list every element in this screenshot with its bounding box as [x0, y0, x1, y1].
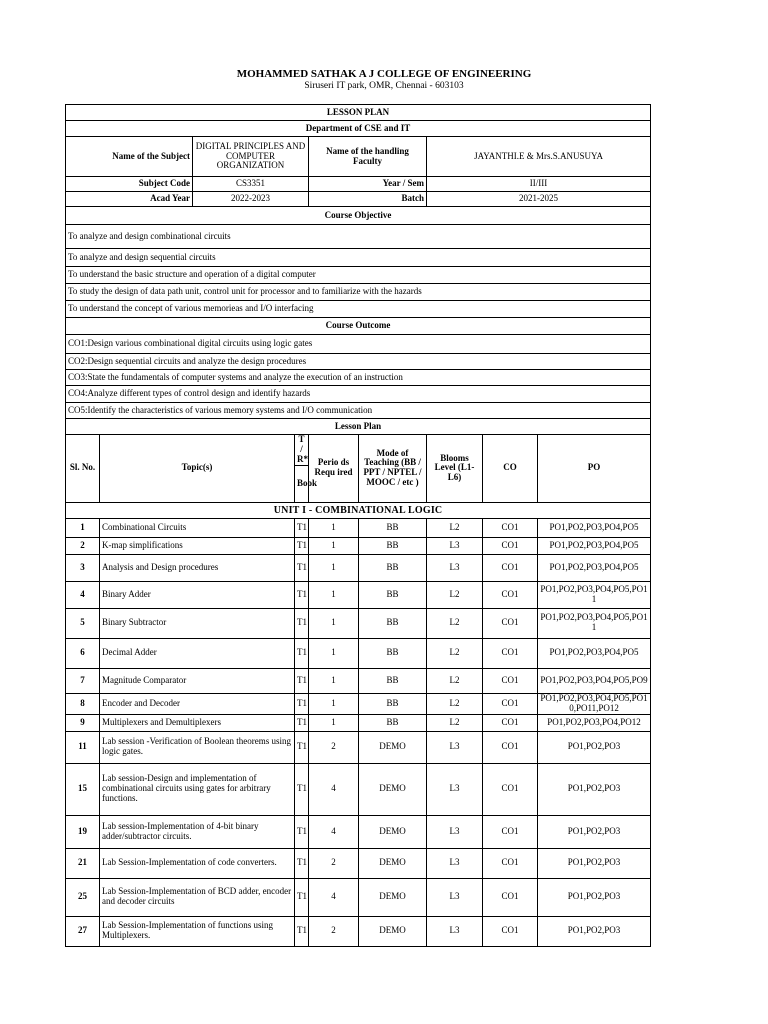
- col-header-blooms: Blooms Level (L1-L6): [427, 435, 483, 503]
- cell-co: CO1: [483, 581, 538, 608]
- cell-mode: DEMO: [359, 848, 427, 878]
- col-header-mode: Mode of Teaching (BB / PPT / NPTEL / MOOC / etc ): [359, 435, 427, 503]
- cell-periods: 2: [309, 848, 359, 878]
- cell-blooms-level: L3: [427, 554, 483, 581]
- cell-blooms-level: L2: [427, 518, 483, 537]
- cell-blooms-level: L3: [427, 731, 483, 763]
- cell-periods: 1: [309, 554, 359, 581]
- cell-sl-no: 27: [66, 916, 100, 946]
- cell-book: T1: [295, 668, 309, 693]
- cell-topic: Encoder and Decoder: [100, 693, 295, 714]
- cell-topic: Lab session-Implementation of 4-bit binary adder/subtractor circuits.: [100, 815, 295, 848]
- cell-topic: Lab session-Design and implementation of combinational circuits using gates for arbitrary functions.: [100, 763, 295, 815]
- cell-po: PO1,PO2,PO3: [538, 878, 651, 916]
- outcome-item: CO1:Design various combinational digital circuits using logic gates: [66, 335, 651, 354]
- table-row: [66, 518, 651, 537]
- cell-mode: DEMO: [359, 731, 427, 763]
- cell-topic: Lab Session-Implementation of code converters.: [100, 848, 295, 878]
- cell-periods: 1: [309, 668, 359, 693]
- cell-sl-no: 9: [66, 714, 100, 731]
- college-address: Siruseri IT park, OMR, Chennai - 603103: [304, 81, 464, 91]
- cell-blooms-level: L2: [427, 581, 483, 608]
- outcome-item: CO3:State the fundamentals of computer systems and analyze the execution of an instruction: [66, 370, 651, 386]
- table-row: [66, 638, 651, 668]
- table-row: [66, 608, 651, 638]
- table-row: [66, 763, 651, 815]
- cell-topic: Binary Adder: [100, 581, 295, 608]
- cell-periods: 1: [309, 693, 359, 714]
- cell-co: CO1: [483, 878, 538, 916]
- cell-co: CO1: [483, 638, 538, 668]
- cell-sl-no: 3: [66, 554, 100, 581]
- cell-po: PO1,PO2,PO3: [538, 848, 651, 878]
- cell-topic: Multiplexers and Demultiplexers: [100, 714, 295, 731]
- cell-sl-no: 1: [66, 518, 100, 537]
- plan-title: LESSON PLAN: [66, 105, 651, 121]
- cell-topic: Lab session -Verification of Boolean theorems using logic gates.: [100, 731, 295, 763]
- cell-mode: BB: [359, 693, 427, 714]
- cell-book: T1: [295, 581, 309, 608]
- cell-sl-no: 25: [66, 878, 100, 916]
- cell-topic: Binary Subtractor: [100, 608, 295, 638]
- cell-book: T1: [295, 815, 309, 848]
- outcomes-heading: Course Outcome: [66, 318, 651, 335]
- cell-co: CO1: [483, 916, 538, 946]
- table-row: [66, 714, 651, 731]
- cell-book: T1: [295, 848, 309, 878]
- cell-mode: DEMO: [359, 815, 427, 848]
- cell-po: PO1,PO2,PO3: [538, 763, 651, 815]
- cell-mode: BB: [359, 638, 427, 668]
- outcome-item: CO5:Identify the characteristics of various memory systems and I/O communication: [66, 403, 651, 419]
- outcome-item: CO2:Design sequential circuits and analyze the design procedures: [66, 354, 651, 370]
- col-header-topic: Topic(s): [100, 435, 295, 503]
- cell-po: PO1,PO2,PO3,PO4,PO12: [538, 714, 651, 731]
- year-sem-label: Year / Sem: [309, 177, 427, 192]
- cell-mode: BB: [359, 518, 427, 537]
- cell-blooms-level: L3: [427, 916, 483, 946]
- cell-mode: BB: [359, 608, 427, 638]
- cell-sl-no: 8: [66, 693, 100, 714]
- cell-blooms-level: L3: [427, 848, 483, 878]
- cell-blooms-level: L2: [427, 668, 483, 693]
- cell-book: T1: [295, 693, 309, 714]
- subject-name-label: Name of the Subject: [66, 137, 193, 177]
- cell-blooms-level: L3: [427, 878, 483, 916]
- cell-sl-no: 19: [66, 815, 100, 848]
- cell-topic: Decimal Adder: [100, 638, 295, 668]
- cell-periods: 1: [309, 537, 359, 554]
- cell-periods: 1: [309, 638, 359, 668]
- cell-blooms-level: L2: [427, 693, 483, 714]
- cell-topic: Analysis and Design procedures: [100, 554, 295, 581]
- cell-co: CO1: [483, 554, 538, 581]
- cell-po: PO1,PO2,PO3: [538, 916, 651, 946]
- cell-po: PO1,PO2,PO3,PO4,PO5: [538, 537, 651, 554]
- table-row: [66, 693, 651, 714]
- cell-book: T1: [295, 518, 309, 537]
- cell-co: CO1: [483, 537, 538, 554]
- table-row: [66, 554, 651, 581]
- cell-po: PO1,PO2,PO3,PO4,PO5,PO11: [538, 581, 651, 608]
- cell-book: T1: [295, 763, 309, 815]
- outcome-item: CO4:Analyze different types of control design and identify hazards: [66, 386, 651, 403]
- cell-mode: DEMO: [359, 763, 427, 815]
- cell-blooms-level: L2: [427, 714, 483, 731]
- col-header-book: Book: [295, 465, 309, 502]
- cell-periods: 4: [309, 815, 359, 848]
- lesson-plan-heading: Lesson Plan: [66, 419, 651, 435]
- department: Department of CSE and IT: [66, 121, 651, 137]
- cell-mode: DEMO: [359, 878, 427, 916]
- cell-blooms-level: L3: [427, 815, 483, 848]
- cell-book: T1: [295, 638, 309, 668]
- cell-sl-no: 15: [66, 763, 100, 815]
- cell-po: PO1,PO2,PO3,PO4,PO5: [538, 554, 651, 581]
- subject-name: DIGITAL PRINCIPLES AND COMPUTER ORGANIZATION: [193, 137, 309, 177]
- cell-co: CO1: [483, 763, 538, 815]
- objective-item: To analyze and design combinational circuits: [66, 225, 651, 249]
- cell-sl-no: 2: [66, 537, 100, 554]
- col-header-po: PO: [538, 435, 651, 503]
- table-row: [66, 668, 651, 693]
- col-header-sl: Sl. No.: [66, 435, 100, 503]
- cell-periods: 1: [309, 714, 359, 731]
- cell-periods: 1: [309, 581, 359, 608]
- table-row: [66, 878, 651, 916]
- college-name: MOHAMMED SATHAK A J COLLEGE OF ENGINEERING: [236, 68, 532, 80]
- cell-co: CO1: [483, 815, 538, 848]
- cell-co: CO1: [483, 668, 538, 693]
- table-row: [66, 731, 651, 763]
- cell-sl-no: 6: [66, 638, 100, 668]
- cell-periods: 1: [309, 608, 359, 638]
- cell-topic: Lab Session-Implementation of BCD adder, encoder and decoder circuits: [100, 878, 295, 916]
- objective-item: To understand the concept of various memorieas and I/O interfacing: [66, 301, 651, 318]
- cell-topic: Lab Session-Implementation of functions using Multiplexers.: [100, 916, 295, 946]
- cell-co: CO1: [483, 518, 538, 537]
- cell-mode: BB: [359, 554, 427, 581]
- cell-sl-no: 7: [66, 668, 100, 693]
- cell-po: PO1,PO2,PO3: [538, 731, 651, 763]
- acad-year: 2022-2023: [193, 192, 309, 207]
- batch-label: Batch: [309, 192, 427, 207]
- cell-book: T1: [295, 878, 309, 916]
- cell-co: CO1: [483, 608, 538, 638]
- table-row: [66, 537, 651, 554]
- batch: 2021-2025: [427, 192, 651, 207]
- lesson-plan-table: [65, 104, 651, 947]
- objective-item: To analyze and design sequential circuits: [66, 249, 651, 267]
- cell-co: CO1: [483, 731, 538, 763]
- cell-po: PO1,PO2,PO3,PO4,PO5: [538, 638, 651, 668]
- cell-co: CO1: [483, 714, 538, 731]
- cell-periods: 2: [309, 731, 359, 763]
- cell-mode: BB: [359, 537, 427, 554]
- year-sem: II/III: [427, 177, 651, 192]
- cell-topic: Combinational Circuits: [100, 518, 295, 537]
- acad-year-label: Acad Year: [66, 192, 193, 207]
- cell-book: T1: [295, 714, 309, 731]
- objectives-heading: Course Objective: [66, 207, 651, 225]
- table-row: [66, 581, 651, 608]
- table-row: [66, 848, 651, 878]
- cell-sl-no: 21: [66, 848, 100, 878]
- cell-blooms-level: L2: [427, 608, 483, 638]
- objective-item: To study the design of data path unit, control unit for processor and to familiarize with the hazards: [66, 284, 651, 301]
- cell-co: CO1: [483, 848, 538, 878]
- subject-code: CS3351: [193, 177, 309, 192]
- cell-sl-no: 11: [66, 731, 100, 763]
- cell-book: T1: [295, 537, 309, 554]
- cell-blooms-level: L2: [427, 638, 483, 668]
- cell-periods: 1: [309, 518, 359, 537]
- col-header-periods: Perio ds Requ ired: [309, 435, 359, 503]
- cell-mode: BB: [359, 714, 427, 731]
- cell-po: PO1,PO2,PO3,PO4,PO5,PO9: [538, 668, 651, 693]
- cell-mode: BB: [359, 581, 427, 608]
- cell-co: CO1: [483, 693, 538, 714]
- faculty-label: Name of the handling Faculty: [309, 137, 427, 177]
- cell-mode: BB: [359, 668, 427, 693]
- unit-title: UNIT I - COMBINATIONAL LOGIC: [66, 502, 651, 518]
- objective-item: To understand the basic structure and operation of a digital computer: [66, 267, 651, 284]
- subject-code-label: Subject Code: [66, 177, 193, 192]
- cell-blooms-level: L3: [427, 763, 483, 815]
- col-header-tr: T / R*: [295, 435, 309, 466]
- cell-po: PO1,PO2,PO3,PO4,PO5: [538, 518, 651, 537]
- cell-po: PO1,PO2,PO3: [538, 815, 651, 848]
- faculty-name: JAYANTHI.E & Mrs.S.ANUSUYA: [427, 137, 651, 177]
- cell-book: T1: [295, 554, 309, 581]
- cell-mode: DEMO: [359, 916, 427, 946]
- cell-po: PO1,PO2,PO3,PO4,PO5,PO10,PO11,PO12: [538, 693, 651, 714]
- cell-periods: 2: [309, 916, 359, 946]
- table-row: [66, 916, 651, 946]
- cell-book: T1: [295, 916, 309, 946]
- cell-periods: 4: [309, 763, 359, 815]
- col-header-co: CO: [483, 435, 538, 503]
- cell-sl-no: 4: [66, 581, 100, 608]
- topic-rows: [66, 518, 651, 946]
- cell-po: PO1,PO2,PO3,PO4,PO5,PO11: [538, 608, 651, 638]
- cell-sl-no: 5: [66, 608, 100, 638]
- cell-blooms-level: L3: [427, 537, 483, 554]
- cell-topic: K-map simplifications: [100, 537, 295, 554]
- cell-book: T1: [295, 731, 309, 763]
- cell-book: T1: [295, 608, 309, 638]
- table-row: [66, 815, 651, 848]
- cell-periods: 4: [309, 878, 359, 916]
- cell-topic: Magnitude Comparator: [100, 668, 295, 693]
